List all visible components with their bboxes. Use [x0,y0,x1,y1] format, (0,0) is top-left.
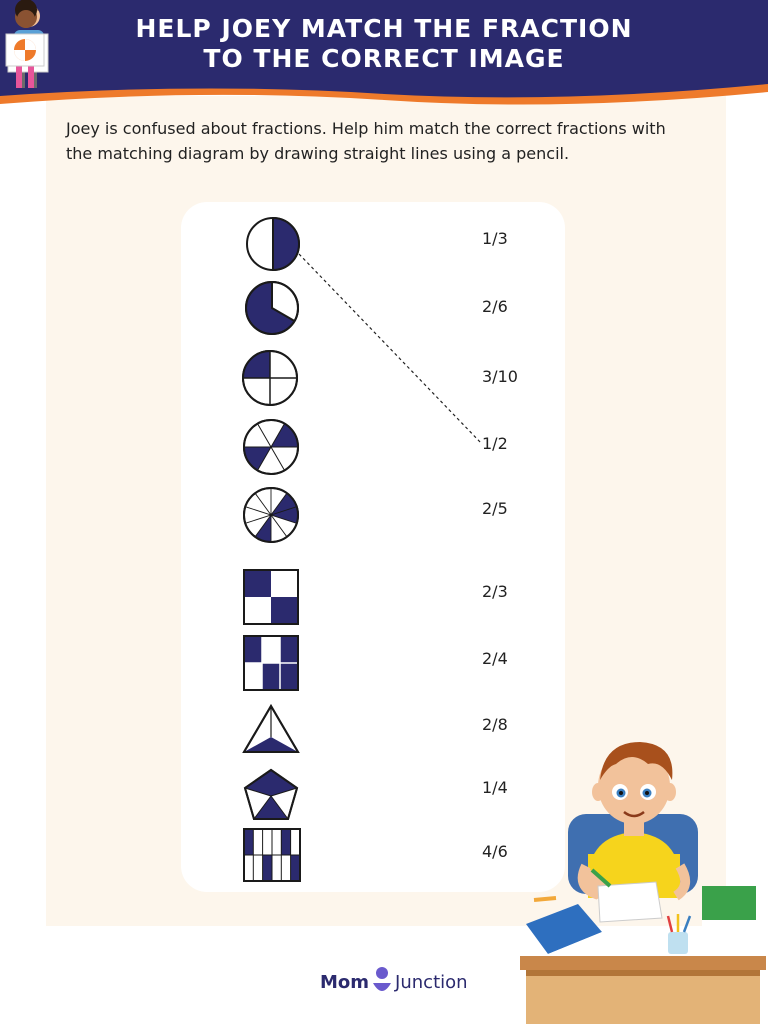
fraction-label[interactable]: 2/8 [482,715,508,734]
girl-holding-pie-chart-illustration [0,0,52,90]
square-quarters-diagram[interactable] [238,568,302,626]
fraction-label[interactable]: 1/2 [482,434,508,453]
instructions-text: Joey is confused about fractions. Help him match the correct fractions with the matching diagram by drawing straight lines using a pencil. [66,119,666,163]
circle-sixths-diagram[interactable] [238,418,302,476]
fraction-label[interactable]: 4/6 [482,842,508,861]
circle-tenths-diagram[interactable] [238,486,302,544]
circle-half-diagram[interactable] [238,216,302,272]
title-line-2: TO THE CORRECT IMAGE [203,44,565,73]
header-banner [0,0,768,110]
title-line-1: HELP JOEY MATCH THE FRACTION [135,14,633,43]
fraction-label[interactable]: 2/4 [482,649,508,668]
fraction-label[interactable]: 2/6 [482,297,508,316]
triangle-thirds-diagram[interactable] [238,702,302,756]
boy-drawing-at-desk-illustration [516,736,768,1024]
fraction-label[interactable]: 3/10 [482,367,518,386]
logo-text-mom: Mom [320,971,370,993]
circle-thirds-diagram[interactable] [238,280,302,336]
fraction-label[interactable]: 2/5 [482,499,508,518]
page-title [100,14,668,74]
fraction-label[interactable]: 2/3 [482,582,508,601]
rectangle-twelfths-diagram[interactable] [238,826,304,884]
circle-quarters-diagram[interactable] [238,350,302,406]
fraction-label[interactable]: 1/3 [482,229,508,248]
pentagon-fifths-diagram[interactable] [238,766,302,824]
logo-text-junction: Junction [395,971,468,993]
logo-mark-icon [371,965,393,999]
momjunction-logo [320,962,468,1002]
fraction-label[interactable]: 1/4 [482,778,508,797]
square-sixths-diagram[interactable] [238,634,302,692]
